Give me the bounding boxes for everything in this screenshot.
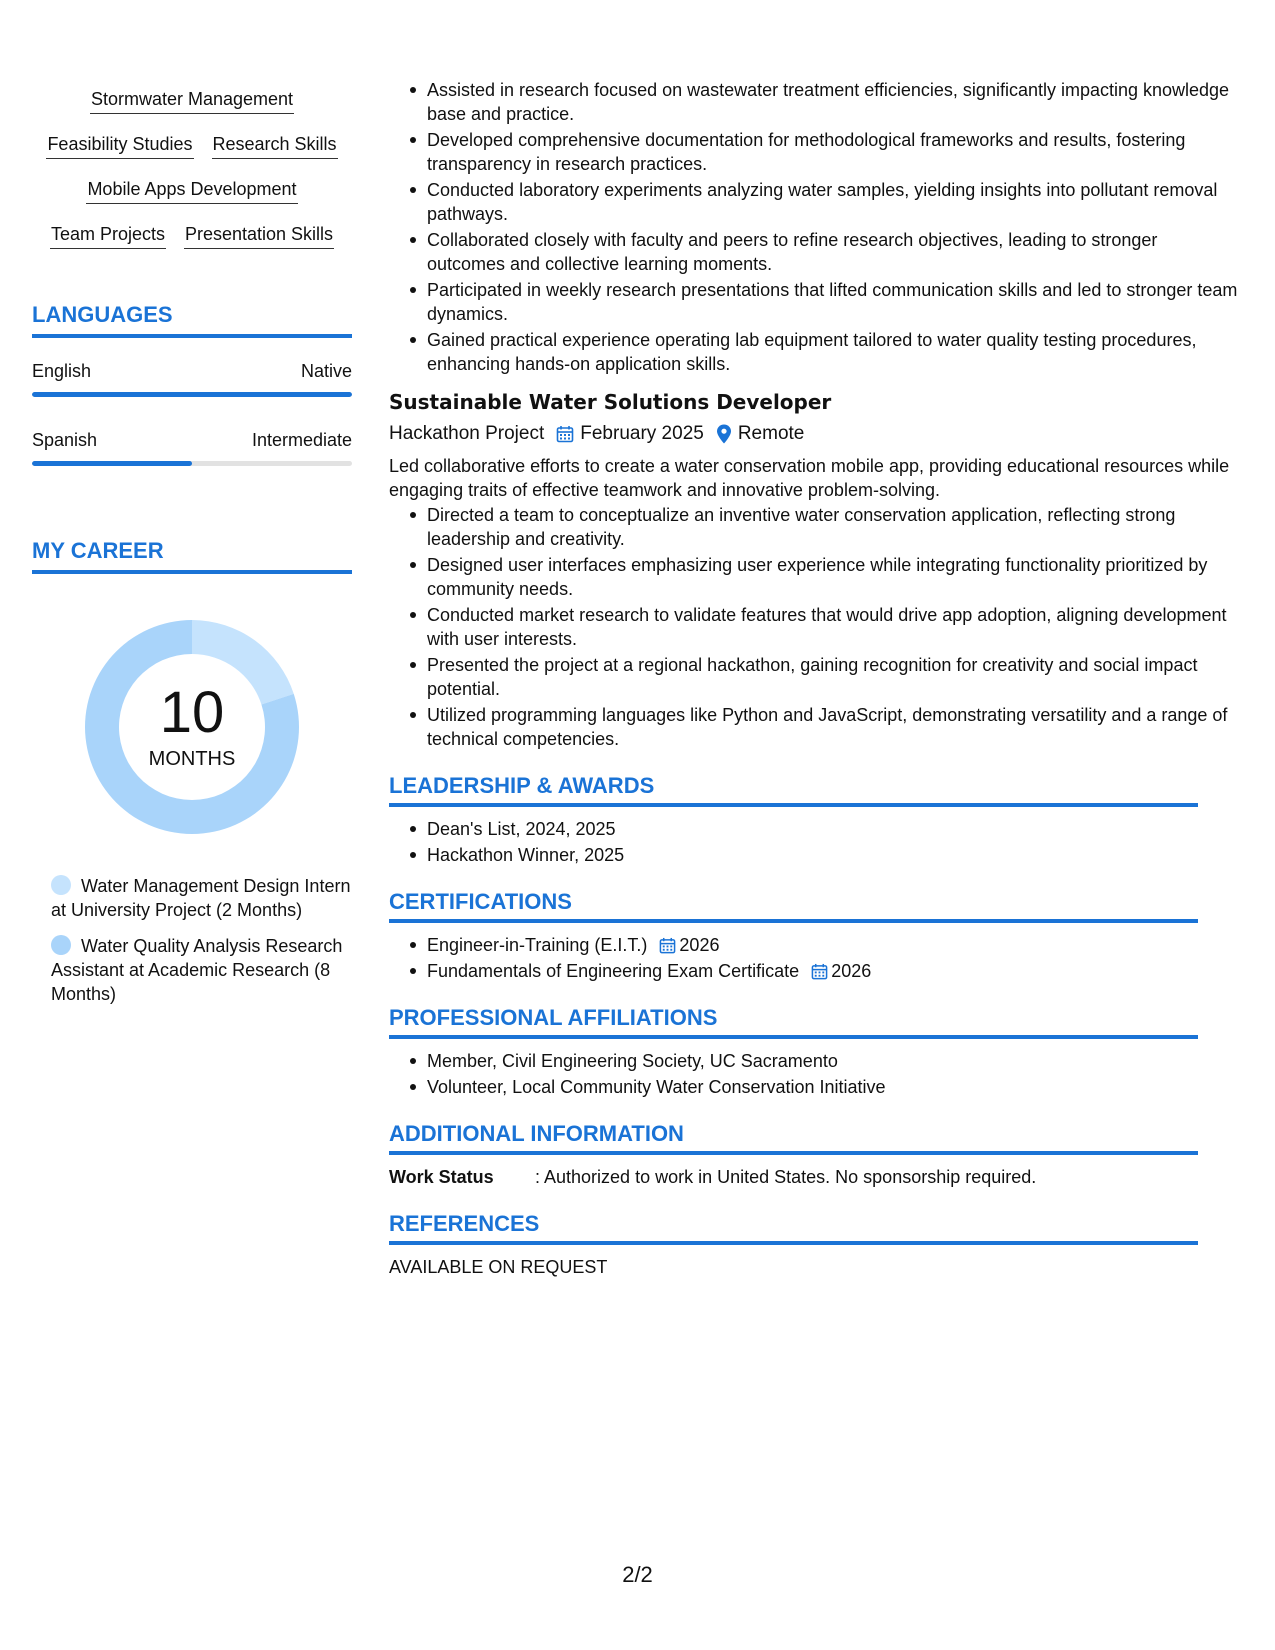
legend-item [51, 874, 352, 922]
legend-label: Water Quality Analysis Research Assistant at Academic Research (8 Months) [51, 936, 343, 1004]
certifications-list [408, 933, 1240, 983]
skill-tag: Presentation Skills [184, 223, 334, 249]
job-company: Hackathon Project [389, 423, 545, 444]
references-text: AVAILABLE ON REQUEST [389, 1257, 608, 1277]
list-item: Hackathon Winner, 2025 [427, 843, 1240, 867]
calendar-icon [556, 425, 574, 443]
list-item: Member, Civil Engineering Society, UC Sacramento [427, 1049, 1240, 1073]
list-item: Volunteer, Local Community Water Conservation Initiative [427, 1075, 1240, 1099]
list-item: Designed user interfaces emphasizing user experience while integrating functionality prioritized by community needs. [427, 553, 1240, 601]
language-name: Spanish [32, 430, 98, 450]
legend-dot [51, 875, 71, 895]
list-item: Utilized programming languages like Python and JavaScript, demonstrating versatility and a range of technical competencies. [427, 703, 1240, 751]
language-bar-fill [32, 461, 192, 466]
skills-cloud [32, 78, 352, 258]
leadership-list [408, 817, 1240, 867]
certification-year: 2026 [679, 935, 720, 955]
skill-row [32, 168, 352, 213]
work-status-value: : Authorized to work in United States. No sponsorship required. [535, 1167, 1037, 1187]
languages-heading: LANGUAGES [32, 302, 352, 338]
list-item: Assisted in research focused on wastewater treatment efficiencies, significantly impacting knowledge base and practice. [427, 78, 1240, 126]
job-date: February 2025 [580, 423, 704, 444]
career-total-number: 10 [159, 680, 225, 745]
career-donut-chart [79, 614, 305, 840]
job-title: Sustainable Water Solutions Developer [389, 390, 832, 414]
list-item: Conducted laboratory experiments analyzing water samples, yielding insights into pollutant removal pathways. [427, 178, 1240, 226]
certification-name: Engineer-in-Training (E.I.T.) [427, 935, 648, 955]
skill-tag: Research Skills [212, 133, 338, 159]
skill-tag: Feasibility Studies [46, 133, 193, 159]
experience-bullets [408, 78, 1240, 376]
certification-year: 2026 [831, 961, 872, 981]
language-level: Intermediate [251, 430, 352, 450]
job-description: Led collaborative efforts to create a water conservation mobile app, providing educational resources while engaging traits of effective teamwork and innovative problem-solving. [389, 456, 1230, 500]
page-number: 2/2 [622, 1562, 653, 1587]
language-item [32, 429, 352, 466]
calendar-icon [659, 937, 676, 954]
career-legend [32, 874, 352, 1006]
references-heading: REFERENCES [389, 1211, 1198, 1245]
skill-row [32, 213, 352, 258]
legend-item [51, 934, 352, 1006]
language-bar [32, 461, 352, 466]
work-status-row [389, 1165, 1240, 1189]
certifications-heading: CERTIFICATIONS [389, 889, 1198, 923]
list-item: Conducted market research to validate features that would drive app adoption, aligning development with user interests. [427, 603, 1240, 651]
career-total-unit: MONTHS [148, 748, 236, 770]
main-content [389, 78, 1240, 1279]
language-bar [32, 392, 352, 397]
certification-name: Fundamentals of Engineering Exam Certificate [427, 961, 800, 981]
list-item: Directed a team to conceptualize an inventive water conservation application, reflecting strong leadership and creativity. [427, 503, 1240, 551]
list-item: Dean's List, 2024, 2025 [427, 817, 1240, 841]
skill-tag: Team Projects [50, 223, 166, 249]
list-item: Developed comprehensive documentation for methodological frameworks and results, fostering transparency in research practices. [427, 128, 1240, 176]
additional-info-heading: ADDITIONAL INFORMATION [389, 1121, 1198, 1155]
language-name: English [32, 361, 92, 381]
skill-row [32, 78, 352, 123]
list-item: Collaborated closely with faculty and peers to refine research objectives, leading to stronger outcomes and collective learning moments. [427, 228, 1240, 276]
list-item: Presented the project at a regional hackathon, gaining recognition for creativity and social impact potential. [427, 653, 1240, 701]
leadership-heading: LEADERSHIP & AWARDS [389, 773, 1198, 807]
language-bar-fill [32, 392, 352, 397]
list-item: Participated in weekly research presentations that lifted communication skills and led to stronger team dynamics. [427, 278, 1240, 326]
list-item [427, 959, 1240, 983]
calendar-icon [811, 963, 828, 980]
job-location: Remote [737, 423, 805, 444]
language-level: Native [300, 361, 352, 381]
job-meta [389, 420, 1240, 448]
map-pin-icon [716, 424, 732, 444]
work-status-label: Work Status [389, 1167, 494, 1187]
sidebar [32, 78, 352, 1018]
skill-row [32, 123, 352, 168]
skill-tag: Stormwater Management [90, 88, 294, 114]
skill-tag: Mobile Apps Development [86, 178, 297, 204]
list-item: Gained practical experience operating lab equipment tailored to water quality testing procedures, enhancing hands-on application skills. [427, 328, 1240, 376]
legend-label: Water Management Design Intern at University Project (2 Months) [51, 876, 351, 920]
language-item [32, 360, 352, 397]
legend-dot [51, 935, 71, 955]
career-heading: MY CAREER [32, 538, 352, 574]
affiliations-list [408, 1049, 1240, 1099]
affiliations-heading: PROFESSIONAL AFFILIATIONS [389, 1005, 1198, 1039]
job-bullets [408, 503, 1240, 751]
list-item [427, 933, 1240, 957]
